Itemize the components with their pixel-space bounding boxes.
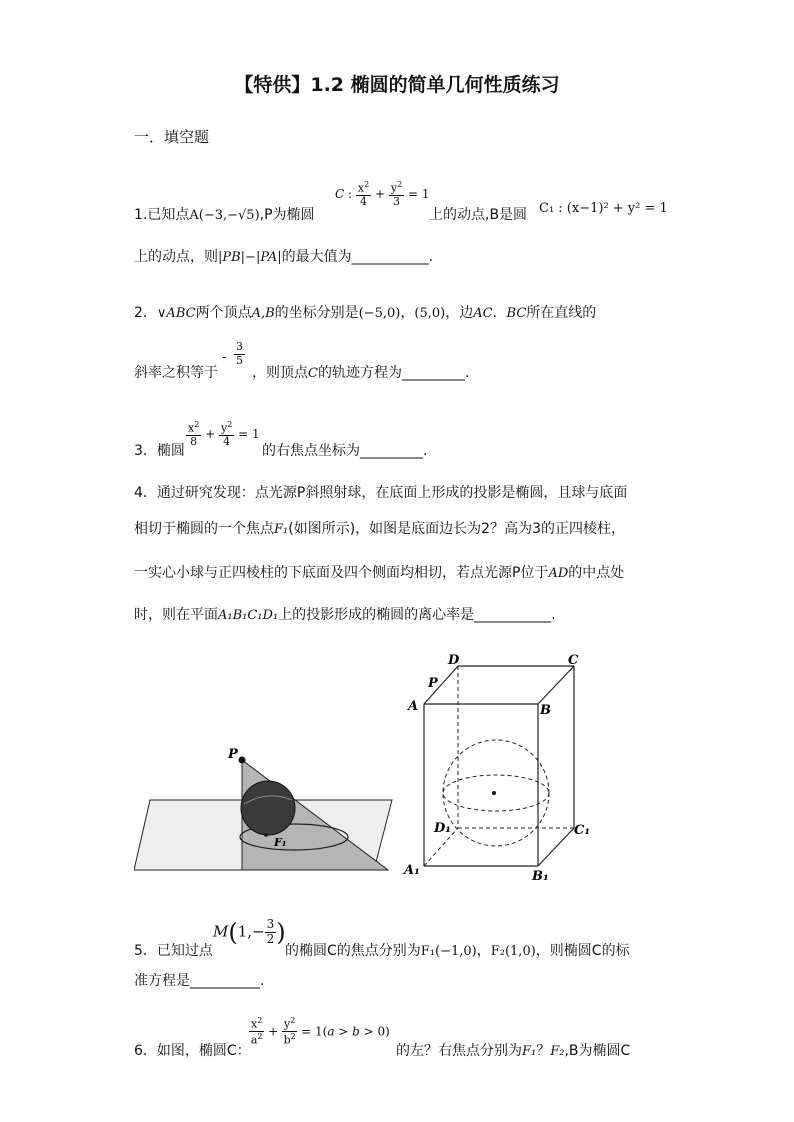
- q6-line1: 的左？右焦点分别为F₁？F₂,B为椭圆C: [396, 1043, 631, 1059]
- label-c: C: [568, 653, 579, 668]
- q1-line1: 1.已知点A(−3,−√5),P为椭圆: [134, 207, 315, 223]
- q5-line2: 准方程是__________.: [134, 973, 265, 989]
- q5-prefix: 5．已知过点: [134, 943, 213, 959]
- q5-point-m: M(1,− $\frac{3}{2}$ ): [213, 917, 286, 947]
- q3-equation: $\frac{x^2}{8}$ + $\frac{y^2}{4}$ = 1: [188, 420, 260, 449]
- q4-line4: 时，则在平面A₁B₁C₁D₁上的投影形成的椭圆的离心率是___________.: [134, 607, 556, 623]
- label-f1: F₁: [274, 836, 287, 849]
- q1-circle-equation: C₁ : (x−1)² + y² = 1: [539, 201, 668, 216]
- q1-point-a: A(−3,−√5): [189, 208, 260, 223]
- light-source-point: [239, 757, 246, 764]
- label-a: A: [408, 699, 419, 714]
- q2-fraction: $\frac{3}{5}$: [236, 340, 243, 367]
- label-a1: A₁: [404, 863, 420, 878]
- q1-line2: 上的动点，则|PB|−|PA|的最大值为___________.: [134, 249, 434, 265]
- label-c1: C₁: [574, 823, 591, 838]
- label-p-prism: P: [428, 676, 438, 691]
- focus-point: [264, 833, 268, 837]
- q2-line1: 2．∨ABC两个顶点A,B的坐标分别是(−5,0)，(5,0)，边AC．BC所在直线的: [134, 305, 597, 321]
- q4-line1: 4．通过研究发现：点光源P斜照射球，在底面上形成的投影是椭圆，且球与底面: [134, 485, 628, 501]
- q1-ellipse-equation: C : $\frac{x^2}{4}$ + $\frac{y^2}{3}$ = 1: [335, 180, 430, 209]
- q3-suffix: 的右焦点坐标为_________.: [262, 443, 428, 459]
- label-b1: B₁: [532, 869, 549, 884]
- shadow-figure: [134, 740, 398, 880]
- label-p: P: [228, 747, 238, 762]
- label-d1: D₁: [434, 821, 451, 836]
- prism-figure: [402, 652, 602, 884]
- section-heading: 一．填空题: [134, 128, 210, 146]
- q6-equation: $\frac{x^2}{a^2}$ + $\frac{y^2}{b^2}$ = 1(a > b > 0): [250, 1016, 390, 1047]
- page-title: 【特供】1.2 椭圆的简单几何性质练习: [234, 74, 560, 96]
- q4-line3: 一实心小球与正四棱柱的下底面及四个侧面均相切，若点光源P位于AD的中点处: [134, 565, 625, 581]
- q2-neg-sign: -: [222, 350, 227, 365]
- label-b: B: [540, 703, 551, 718]
- q2-line2a: 斜率之积等于: [134, 365, 218, 381]
- q1-text-2: 上的动点,B是圆: [429, 207, 528, 223]
- q2-line2b: ，则顶点C的轨迹方程为_________.: [252, 365, 470, 381]
- q4-line2: 相切于椭圆的一个焦点F₁(如图所示)，如图是底面边长为2？高为3的正四棱柱，: [134, 521, 625, 537]
- q5-line1: 的椭圆C的焦点分别为F₁(−1,0)，F₂(1,0)，则椭圆C的标: [285, 943, 630, 959]
- q6-prefix: 6．如图，椭圆C：: [134, 1043, 251, 1059]
- label-d: D: [448, 653, 460, 668]
- ball: [241, 781, 295, 835]
- ball-center: [492, 791, 496, 795]
- q1-expression: |PB|−|PA|: [218, 250, 282, 265]
- q3-prefix: 3．椭圆: [134, 443, 185, 459]
